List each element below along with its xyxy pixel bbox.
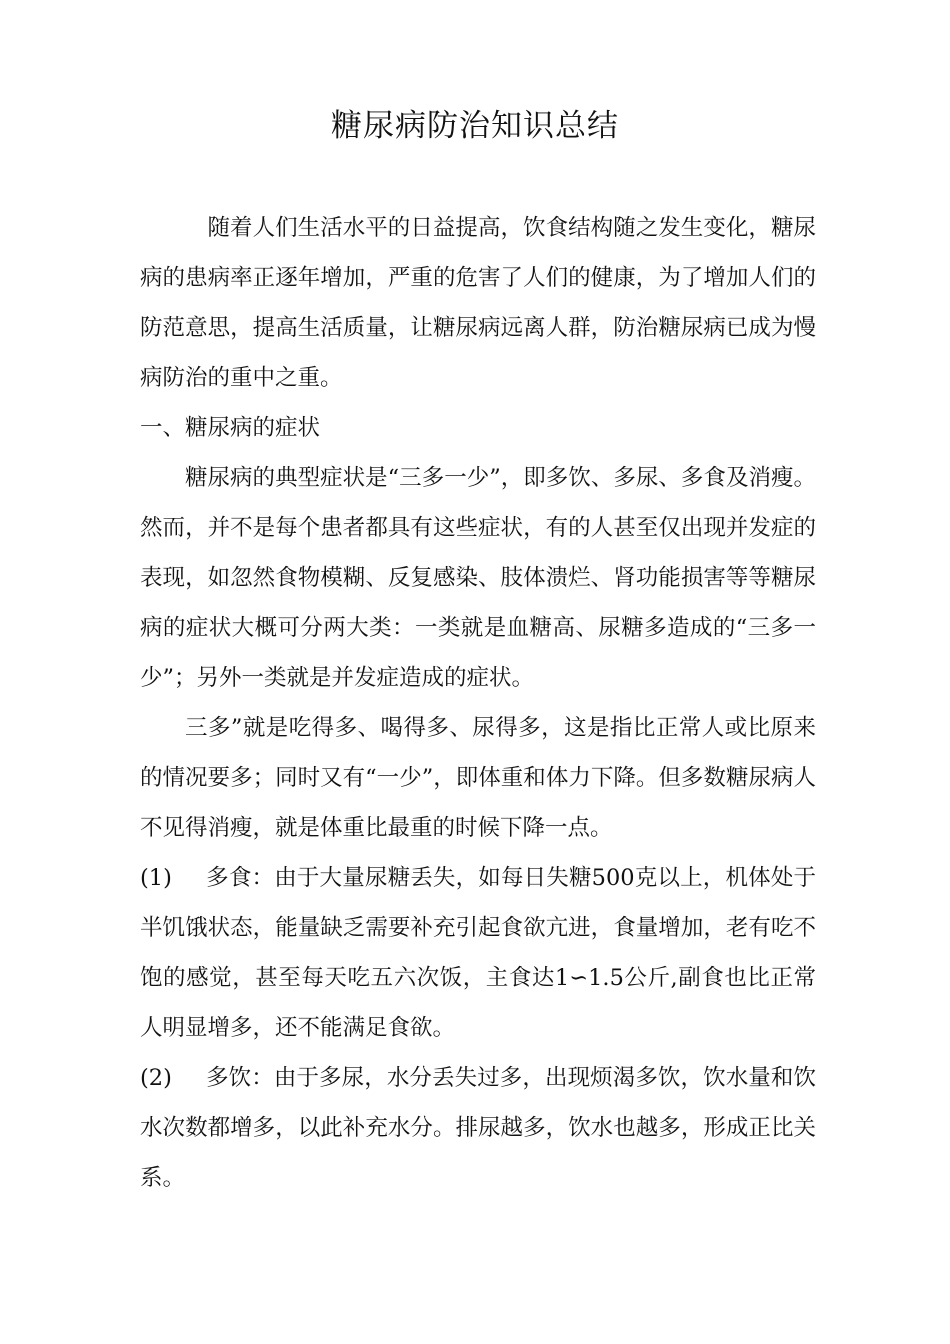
list-item: [140, 1053, 816, 1203]
document-title: 糖尿病防治知识总结: [331, 108, 619, 144]
list-item-text: 多食：由于大量尿糖丢失，如每日失糖500克以上，机体处于半饥饿状态，能量缺乏需要补充引起食欲亢进，食量增加，老有吃不饱的感觉，甚至每天吃五六次饭，主食达1∽1.5公斤,副食也比正常人明显增多，还不能满足食欲。: [140, 865, 816, 1041]
list-item-number: (2): [140, 1065, 172, 1091]
section-heading-symptoms: 一、糖尿病的症状: [140, 415, 321, 441]
document-body: [140, 203, 816, 1203]
list-item: [140, 853, 816, 1053]
list-item-number: (1): [140, 865, 172, 891]
three-many-paragraph: 三多”就是吃得多、喝得多、尿得多，这是指比正常人或比原来的情况要多；同时又有“一少”，即体重和体力下降。但多数糖尿病人不见得消瘦，就是体重比最重的时候下降一点。: [140, 715, 816, 841]
intro-paragraph: 随着人们生活水平的日益提高，饮食结构随之发生变化，糖尿病的患病率正逐年增加，严重的危害了人们的健康，为了增加人们的防范意思，提高生活质量，让糖尿病远离人群，防治糖尿病已成为慢病防治的重中之重。: [140, 215, 816, 391]
list-item-text: 多饮：由于多尿，水分丢失过多，出现烦渴多饮，饮水量和饮水次数都增多，以此补充水分。排尿越多，饮水也越多，形成正比关系。: [140, 1065, 816, 1191]
symptoms-paragraph: 糖尿病的典型症状是“三多一少”，即多饮、多尿、多食及消瘦。然而，并不是每个患者都具有这些症状，有的人甚至仅出现并发症的表现，如忽然食物模糊、反复感染、肢体溃烂、肾功能损害等等糖尿病的症状大概可分两大类：一类就是血糖高、尿糖多造成的“三多一少”；另外一类就是并发症造成的症状。: [140, 465, 816, 691]
